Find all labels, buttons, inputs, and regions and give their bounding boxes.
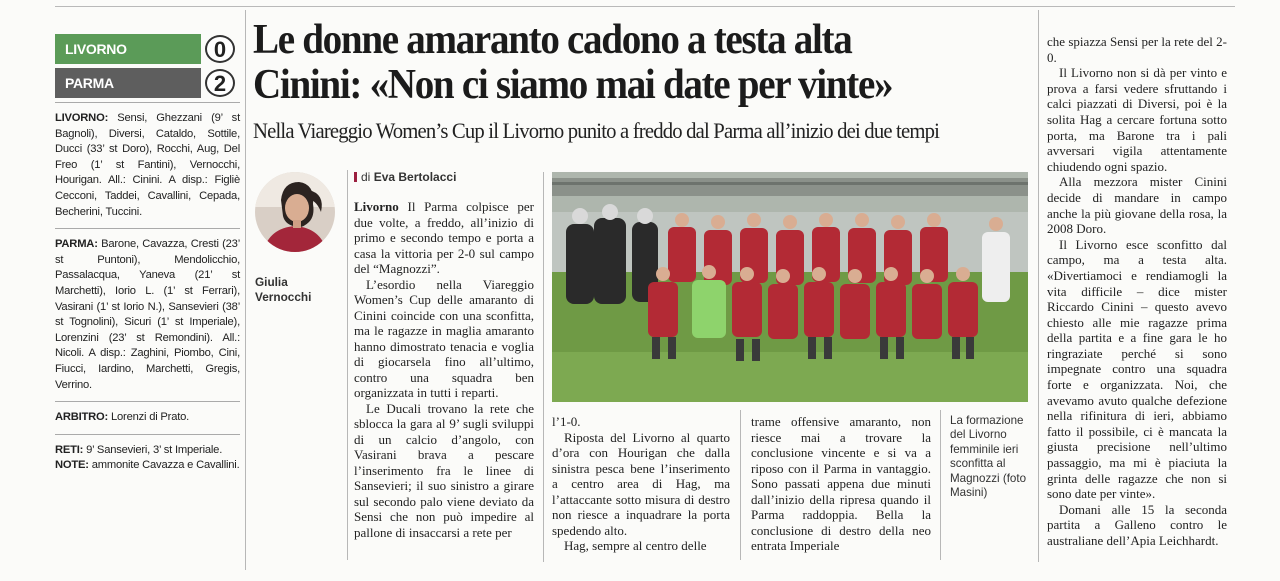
- away-team-label: PARMA: [55, 68, 201, 98]
- article-column-1: [354, 199, 534, 540]
- article-paragraph: Riposta del Livorno al quarto d’ora con Hourigan che dalla sinistra pesca bene l’inserimento a centro area di Hag, ma l’attaccante sotto misura di destro non riesce a inquadrare la porta spedendo alto.: [552, 429, 730, 538]
- author-portrait: [255, 172, 335, 252]
- article-paragraph: Alla mezzora mister Cinini decide di mandare in campo anche la più giovane della rosa, la 2008 Doro.: [1047, 174, 1227, 237]
- column-rule: [940, 410, 941, 560]
- portrait-image: [255, 172, 335, 252]
- notes-label: NOTE:: [55, 459, 89, 472]
- goals-line: [55, 443, 240, 459]
- team-photo-image: [552, 172, 1028, 402]
- parma-lineup: [55, 237, 240, 393]
- score-row-home: [55, 34, 240, 64]
- article-paragraph: l’1-0.: [552, 414, 581, 429]
- article-paragraph: trame offensive amaranto, non riesce mai a trovare la conclusione vincente e si va a riposo con il Parma in vantaggio. Sono passati appena due minuti dall’inizio della ripresa quando il Parma raddoppia. Bella la conclusione di destro della neo entrata Imperiale: [751, 414, 931, 553]
- goals-text: 9’ Sansevieri, 3’ st Imperiale.: [83, 443, 223, 456]
- parma-lineup-label: PARMA:: [55, 238, 98, 251]
- article-paragraph: Il Livorno esce sconfitto dal campo, ma a testa alta. «Divertiamoci e rendiamogli la vita difficile – dice mister Riccardo Cinini – questo avevo chiesto alle mie ragazze prima della partita e a fine gara le ho ringraziate perché si sono impegnate contro una squadra forte e organizzata. Noi, che avevamo avuto qualche defezione nella rifinitura di ieri, abbiamo fatto il possibile, ci è mancata la giusta precisione nell’ultimo passaggio, ma mi è piaciuta la grinta delle ragazze che non si sono date per vinte».: [1047, 236, 1227, 502]
- article-paragraph: Le Ducali trovano la rete che sblocca la gara al 9’ sugli sviluppi di un calcio d’angolo, con Vasirani brava a pescare l’inserimento fra le linee di Sansevieri; il suo sinistro a girare sul secondo palo viene deviato da Sensi che non può impedire al pallone di insaccarsi a rete per: [354, 400, 534, 540]
- paragraph-text: Il Parma colpisce per due volte, a freddo, all’inizio di primo e secondo tempo e porta a casa la vittoria per 2-0 sul campo del “Magnozzi”.: [354, 199, 534, 276]
- livorno-lineup-text: Sensi, Ghezzani (9’ st Bagnoli), Diversi, Cataldo, Sottile, Ducci (33’ st Doro), Rocchi, Aug, Del Freo (1’ st Fantini), Vernocchi, Hourigan. All.: Cinini. A disp.: Figliè Cecconi, Taddei, Cavallini, Cepada, Becherini, Tuccini.: [55, 112, 240, 218]
- goals-label: RETI:: [55, 443, 84, 456]
- livorno-lineup: [55, 111, 240, 220]
- byline-prefix: di: [361, 170, 371, 184]
- column-rule: [245, 10, 246, 570]
- column-rule: [543, 172, 544, 562]
- byline: [354, 170, 456, 184]
- notes-text: ammonite Cavazza e Cavallini.: [88, 459, 240, 472]
- sidebar-divider: [55, 228, 240, 229]
- referee-text: Lorenzi di Prato.: [108, 411, 190, 424]
- column-rule: [740, 410, 741, 560]
- article-paragraph: L’esordio nella Viareggio Women’s Cup delle amaranto di Cinini coincide con una sconfitta, ma le ragazze in maglia amaranto hanno dimostrato tenacia e voglia di giocarsela fino all’ultimo, contro una squadra ben organizzata in tutti i reparti.: [354, 276, 534, 400]
- article-column-2: [552, 414, 730, 554]
- article-column-3: [751, 414, 931, 554]
- top-rule: [55, 6, 1235, 7]
- dateline: Livorno: [354, 199, 399, 214]
- sidebar-divider: [55, 434, 240, 435]
- score-row-away: [55, 68, 240, 98]
- headline: [253, 18, 978, 108]
- away-score: 2: [205, 69, 235, 97]
- article-paragraph: Il Livorno non si dà per vinto e prova a farsi vedere sfruttando i calci piazzati di Diversi, poi è la solita Hag a cercare fortuna sotto porta, ma Barone tra i pali avversari vigila attentamente chiudendo ogni spazio.: [1047, 65, 1227, 174]
- article-paragraph: [354, 199, 534, 277]
- byline-author: Eva Bertolacci: [373, 170, 457, 184]
- notes-line: [55, 458, 240, 474]
- referee-line: [55, 410, 240, 426]
- parma-lineup-text: Barone, Cavazza, Cresti (23’ st Puntoni), Mendolicchio, Passalacqua, Yaneva (21’ st Marchetti), Iorio L. (1’ st Ferrari), Vasirani (1’ st Iorio N.), Sansevieri (38’ st Tognolini), Sicuri (1’ st Imperiale), Lorenzini (23’ st Remondini). All.: Nicoli. A disp.: Zaghini, Piombo, Cini, Fiucci, Iardino, Marchetti, Gregis, Verrino.: [55, 238, 240, 391]
- article-paragraph: che spiazza Sensi per la rete del 2-0.: [1047, 34, 1227, 65]
- home-team-label: LIVORNO: [55, 34, 201, 64]
- photo-caption: La formazione del Livorno femminile ieri sconfitta al Magnozzi (foto Masini): [950, 414, 1027, 500]
- subheadline: Nella Viareggio Women’s Cup il Livorno punito a freddo dal Parma all’inizio dei due tempi: [253, 118, 940, 143]
- article-column-4: [1047, 34, 1227, 549]
- article-paragraph: Domani alle 15 la seconda partita a Galleno contro le australiane dell’Apia Leichhardt.: [1047, 501, 1227, 548]
- team-photo: [552, 172, 1028, 402]
- author-name: Giulia Vernocchi: [255, 275, 312, 304]
- headline-line-1: Le donne amaranto cadono a testa alta: [253, 17, 852, 63]
- home-score: 0: [205, 35, 235, 63]
- referee-label: ARBITRO:: [55, 411, 109, 424]
- sidebar-divider: [55, 401, 240, 402]
- article-paragraph: Hag, sempre al centro delle: [564, 538, 707, 553]
- match-sheet-sidebar: [55, 34, 240, 474]
- column-rule: [1038, 10, 1039, 562]
- byline-marker: [354, 172, 357, 182]
- column-rule: [347, 170, 348, 560]
- headline-line-2: Cinini: «Non ci siamo mai date per vinte»: [253, 62, 893, 108]
- livorno-lineup-label: LIVORNO:: [55, 112, 109, 124]
- sidebar-divider: [55, 102, 240, 103]
